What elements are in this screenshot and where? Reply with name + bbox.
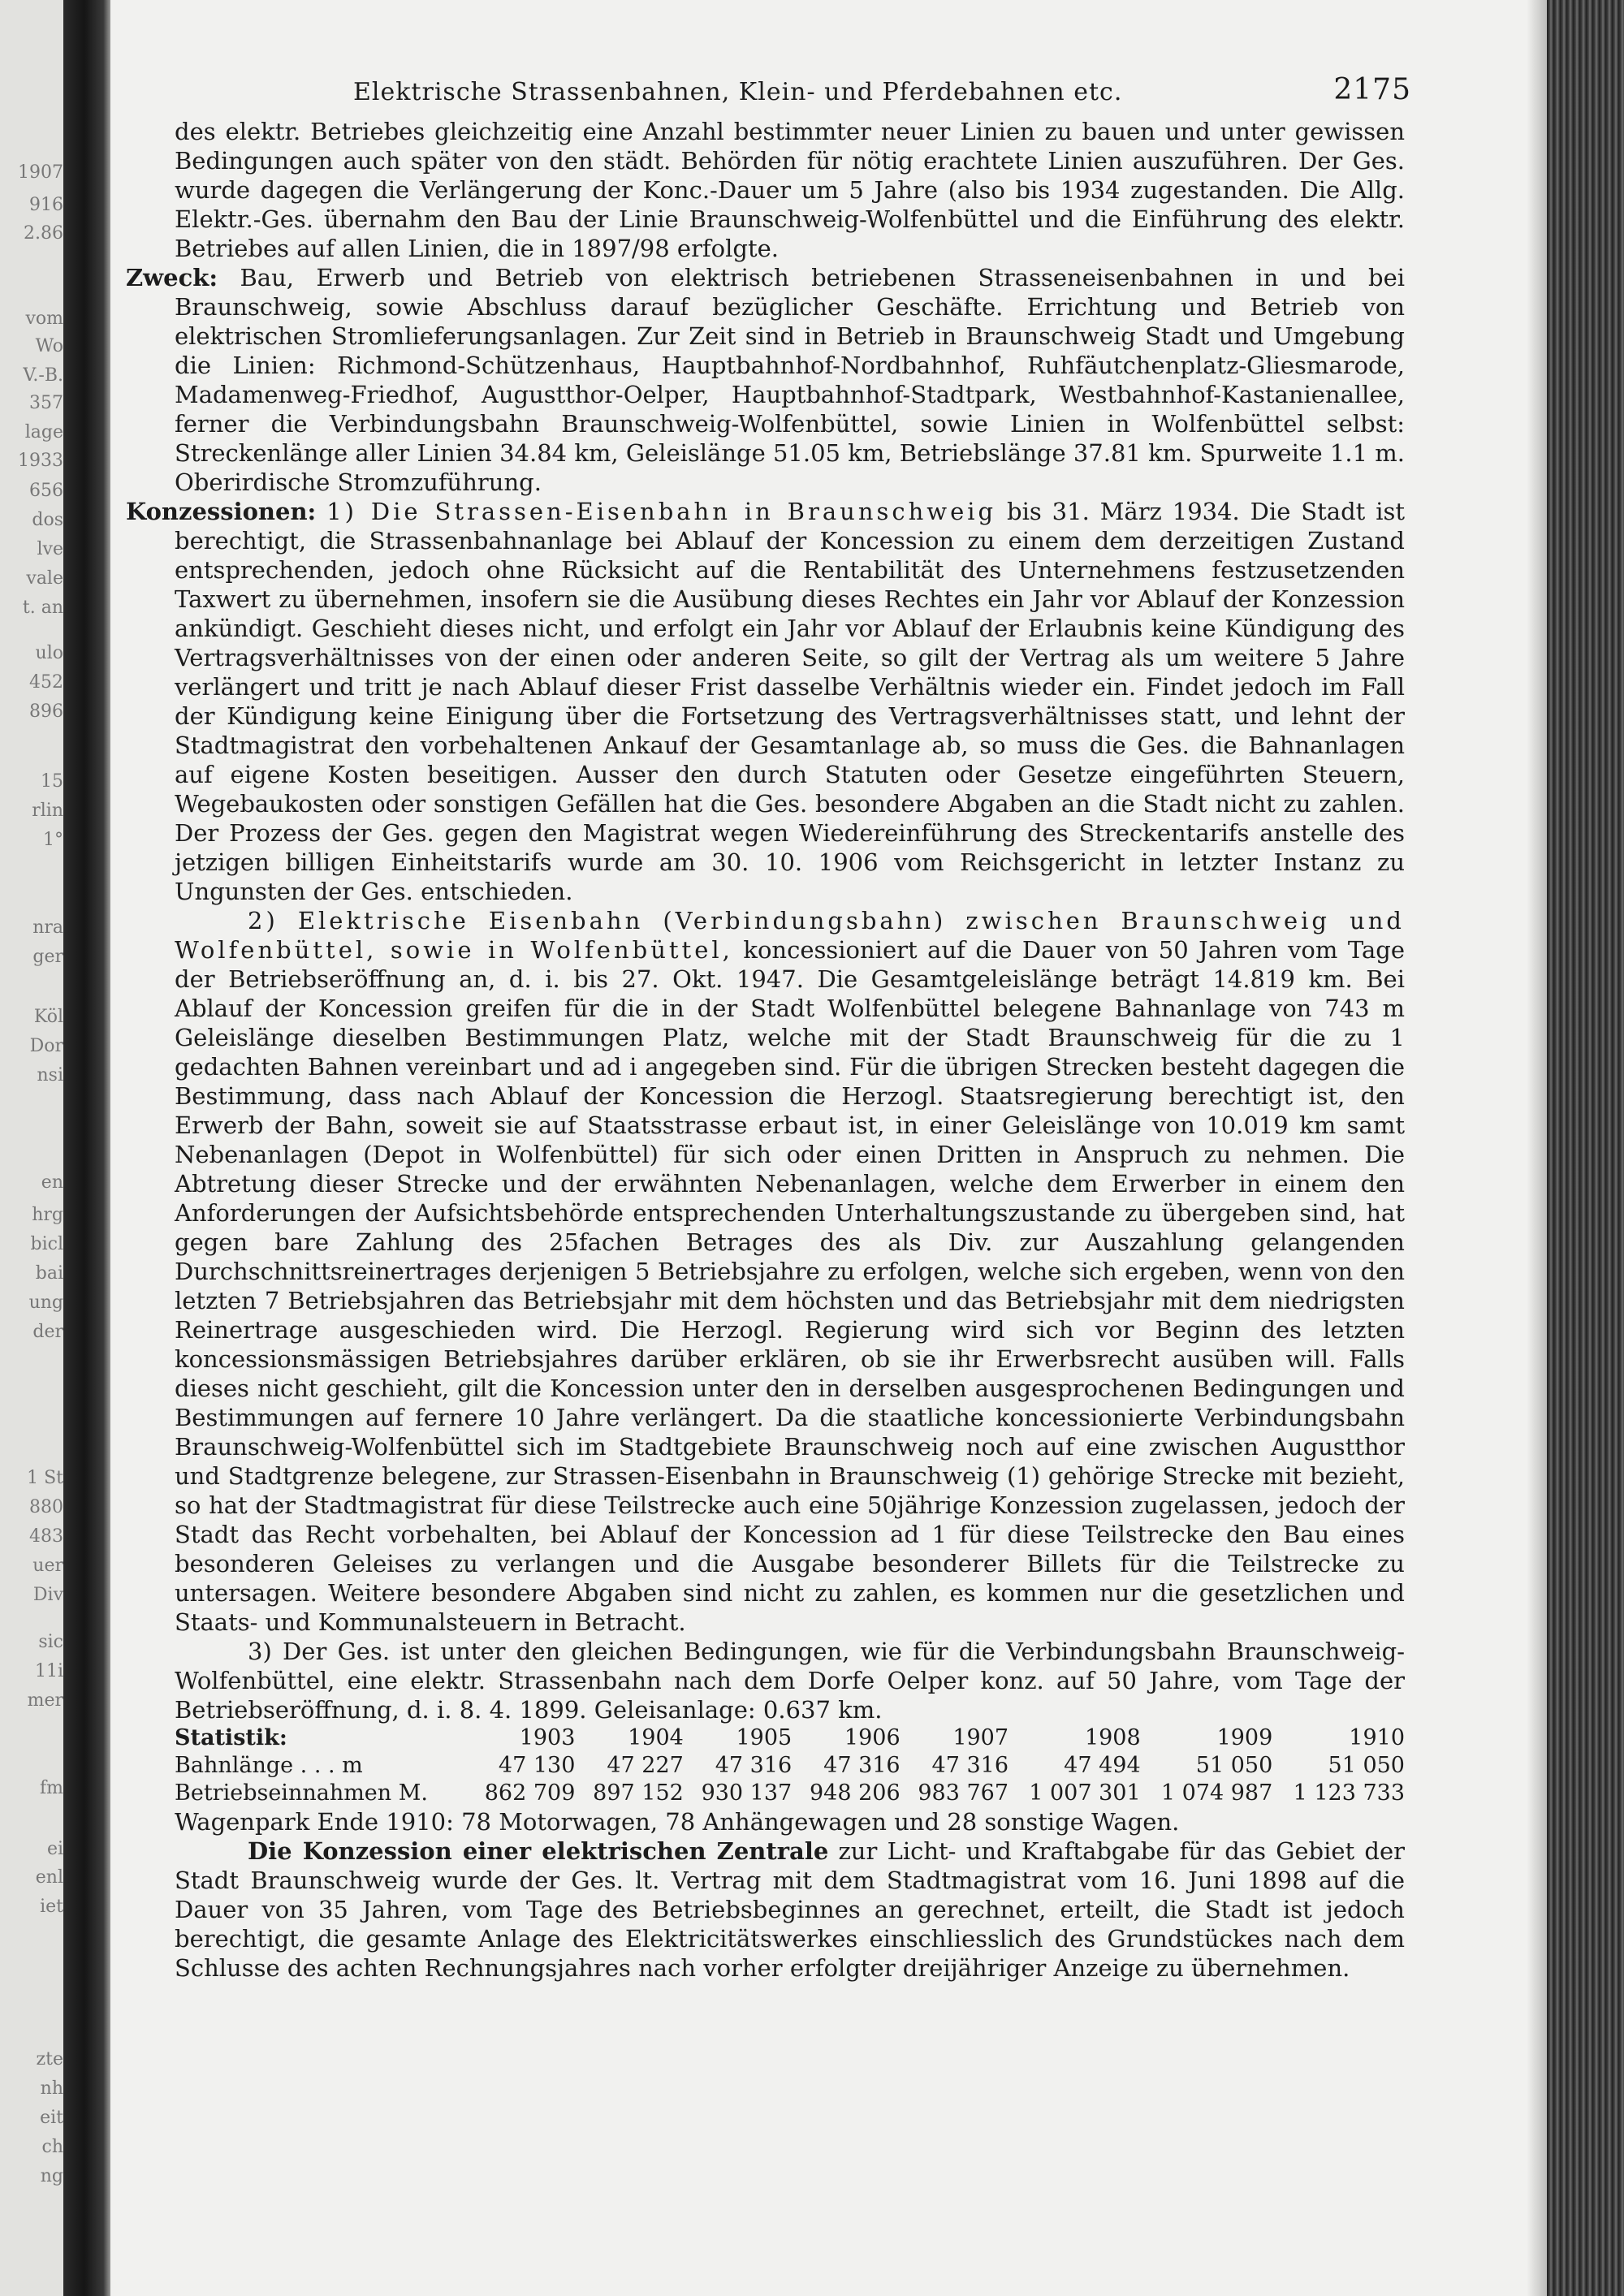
statistik-year: 1908 [1084, 1725, 1141, 1750]
statistik-cell: 47 227 [607, 1753, 684, 1778]
wagenpark-line: Wagenpark Ende 1910: 78 Motorwagen, 78 Anhängewagen und 28 sonstige Wagen. [175, 1808, 1180, 1836]
adjacent-page-fragment: uer [32, 1556, 63, 1576]
zentrale-text: zur Licht- und Kraftabgabe für das Gebiet der Stadt Braunschweig wurde der Ges. lt. Vertrag mit dem Stadtmagistrat vom 16. Juni 1898 auf die Dauer von 35 Jahren, vom Tage des Betriebsbeginnes an gerechnet, erteilt, die Stadt ist jedoch berechtigt, die gesamte Anlage des Elektricitätswerkes einschliesslich des Grundstückes nach dem Schlusse des achten Rechnungsjahres nach vorher erfolgter dreijähriger Anzeige zu übernehmen. [175, 1837, 1406, 1982]
statistik-cell: 51 050 [1195, 1753, 1273, 1778]
intro-paragraph: des elektr. Betriebes gleichzeitig eine Anzahl bestimmter neuer Linien zu bauen und unter gewissen Bedingungen auch später von den städt. Behörden für nötig erachtete Linien auszuführen. Der Ges. wurde dagegen die Verlängerung der Konc.-Dauer um 5 Jahre (also bis 1934 zugestanden. Die Allg. Elektr.-Ges. übernahm den Bau der Linie Braunschweig-Wolfenbüttel und die Einführung des elektr. Betriebes auf allen Linien, die in 1897/98 erfolgte. [175, 118, 1405, 262]
statistik-cell: 983 767 [918, 1780, 1009, 1806]
adjacent-page-fragment: vale [26, 568, 63, 589]
adjacent-page-fragment: Dor [29, 1036, 63, 1056]
konzession-1-paragraph [126, 497, 1406, 906]
adjacent-page-fragment: zte [36, 2049, 63, 2069]
adjacent-page-fragment: lve [37, 539, 63, 559]
adjacent-page-fragment: ulo [35, 643, 63, 663]
zweck-text: Bau, Erwerb und Betrieb von elektrisch betriebenen Strasseneisenbahnen in und bei Braunschweig, sowie Abschluss darauf bezüglicher Geschäfte. Errichtung und Betrieb von elektrischen Stromlieferungsanlagen. Zur Zeit sind in Betrieb in Braunschweig Stadt und Umgebung die Linien: Richmond-Schützenhaus, Hauptbahnhof-Nordbahnhof, Ruhfäutchenplatz-Gliesmarode, Madamenweg-Friedhof, Augustthor-Oelper, Hauptbahnhof-Stadtpark, Westbahnhof-Kastanienallee, ferner die Verbindungsbahn Braunschweig-Wolfenbüttel, sowie Linien in Wolfenbüttel selbst: Streckenlänge aller Linien 34.84 km, Geleislänge 51.05 km, Betriebslänge 37.81 km. Spurweite 1.1 m. Oberirdische Stromzuführung. [175, 264, 1406, 496]
adjacent-page-fragment: fm [39, 1778, 63, 1798]
adjacent-page-fragment: 452 [29, 672, 63, 693]
konzessionen-label: Konzessionen: [126, 498, 317, 525]
adjacent-page-fragment: Div [32, 1585, 63, 1605]
statistik-row-label: Bahnlänge . . . m [175, 1753, 363, 1778]
adjacent-page-fragment: ch [41, 2137, 63, 2157]
statistik-header-row [175, 1724, 1405, 1752]
adjacent-page-fragment: V.-B. [23, 365, 63, 386]
konzession-3-paragraph: 3) Der Ges. ist unter den gleichen Bedingungen, wie für die Verbindungsbahn Braunschweig-Wolfenbüttel, eine elektr. Strassenbahn nach dem Dorfe Oelper konz. auf 50 Jahre, vom Tage der Betriebseröffnung, d. i. 8. 4. 1899. Geleisanlage: 0.637 km. [175, 1638, 1405, 1724]
statistik-year: 1906 [844, 1725, 901, 1750]
adjacent-page-fragment: Köl [33, 1007, 63, 1027]
adjacent-page-fragment: bai [35, 1263, 63, 1284]
statistik-label: Statistik: [175, 1725, 287, 1750]
adjacent-page-fragment: mer [27, 1690, 63, 1711]
adjacent-page-fragment: vom [25, 309, 63, 329]
page-number: 2175 [1333, 73, 1411, 106]
statistik-year: 1910 [1349, 1725, 1405, 1750]
konzession-2-heading: 2) Elektrische Eisenbahn (Verbindungsbahn) zwischen Braunschweig und Wolfenbüttel, sowie in Wolfenbüttel, [175, 907, 1405, 964]
running-header [175, 71, 1411, 117]
zweck-label: Zweck: [126, 264, 218, 291]
adjacent-page-fragment: 1907 [18, 162, 63, 183]
adjacent-page-fragment: en [41, 1172, 63, 1193]
adjacent-page-fragment: bicl [30, 1234, 63, 1254]
adjacent-page-fragment: lage [24, 422, 63, 442]
konzession-1-text: bis 31. März 1934. Die Stadt ist berechtigt, die Strassenbahnanlage bei Ablauf der Koncession zu einem dem derzeitigen Zustand entsprechenden, jedoch ohne Rücksicht auf die Rentabilität des Unternehmens festzusetzenden Taxwert zu übernehmen, insofern sie die Ausübung dieses Rechtes ein Jahr vor Ablauf der Konzession ankündigt. Geschieht dieses nicht, und erfolgt ein Jahr vor Ablauf der Erlaubnis keine Kündigung des Vertragsverhältnisses von der einen oder anderen Seite, so gilt der Vertrag als um weitere 5 Jahre verlängert und tritt je nach Ablauf dieser Frist dasselbe Verhältnis wieder ein. Findet jedoch im Fall der Kündigung keine Einigung über die Fortsetzung des Vertragsverhältnisses statt, und lehnt der Stadtmagistrat den vorbehaltenen Ankauf der Gesamtanlage ab, so muss die Ges. die Bahnanlagen auf eigene Kosten beseitigen. Ausser den durch Statuten oder Gesetze eingeführten Steuern, Wegebaukosten oder sonstigen Gefällen hat die Ges. besondere Abgaben an die Stadt nicht zu zahlen. Der Prozess der Ges. gegen den Magistrat wegen Wiedereinführung des Streckentarifs anstelle des jetzigen billigen Einheitstarifs wurde am 30. 10. 1906 vom Reichsgericht in letzter Instanz zu Ungunsten der Ges. entschieden. [175, 498, 1406, 905]
statistik-year: 1904 [628, 1725, 684, 1750]
adjacent-page-fragment: 880 [29, 1497, 63, 1517]
statistik-cell: 1 074 987 [1160, 1780, 1273, 1806]
adjacent-page-fragment: t. an [22, 598, 63, 618]
statistik-year: 1909 [1216, 1725, 1273, 1750]
adjacent-page-fragment: 656 [29, 481, 63, 501]
statistik-cell: 1 123 733 [1293, 1780, 1405, 1806]
statistik-cell: 897 152 [593, 1780, 684, 1806]
adjacent-page-fragment: 1° [43, 830, 63, 850]
konzession-1-heading: 1) Die Strassen-Eisenbahn in Braunschweig [326, 498, 997, 525]
document-body [126, 117, 1406, 1983]
adjacent-page-fragment: ung [28, 1293, 63, 1313]
adjacent-page-fragment: 896 [29, 701, 63, 722]
header-title: Elektrische Strassenbahnen, Klein- und Pferdebahnen etc. [353, 78, 1123, 106]
page-edge-shadow [1527, 0, 1547, 2296]
adjacent-page-fragment: enl [35, 1867, 63, 1888]
zentrale-heading: Die Konzession einer elektrischen Zentrale [248, 1837, 829, 1865]
statistik-cell: 47 130 [498, 1753, 576, 1778]
adjacent-page-fragment: eit [40, 2108, 63, 2128]
adjacent-page-fragment: 11i [34, 1661, 63, 1681]
adjacent-page-fragment: 916 [29, 195, 63, 215]
adjacent-page-edge [0, 0, 63, 2296]
statistik-cell: 47 316 [715, 1753, 793, 1778]
statistik-row-label: Betriebseinnahmen M. [175, 1780, 428, 1806]
statistik-cell: 47 316 [823, 1753, 901, 1778]
adjacent-page-fragment: der [32, 1322, 63, 1342]
adjacent-page-fragment: 357 [29, 393, 63, 413]
statistik-cell: 862 709 [484, 1780, 576, 1806]
statistik-row [175, 1780, 1405, 1807]
adjacent-page-fragment: nra [32, 917, 63, 938]
adjacent-page-fragment: 1933 [18, 451, 63, 471]
statistik-cell: 51 050 [1328, 1753, 1405, 1778]
statistik-cell: 1 007 301 [1029, 1780, 1141, 1806]
adjacent-page-fragment: sic [38, 1632, 63, 1652]
adjacent-page-fragment: ei [46, 1839, 63, 1859]
statistik-cell: 930 137 [701, 1780, 793, 1806]
adjacent-page-fragment: 15 [41, 771, 63, 792]
adjacent-page-fragment: Wo [35, 336, 63, 356]
zentrale-paragraph [175, 1836, 1405, 1983]
statistik-year: 1907 [952, 1725, 1009, 1750]
adjacent-page-fragment: rlin [32, 801, 63, 821]
adjacent-page-fragment: iet [40, 1897, 63, 1917]
book-gutter-left [63, 0, 110, 2296]
book-gutter-right [1547, 0, 1624, 2296]
statistik-year: 1903 [519, 1725, 576, 1750]
statistik-cell: 47 494 [1064, 1753, 1141, 1778]
adjacent-page-fragment: nh [40, 2078, 63, 2099]
zweck-paragraph [126, 263, 1406, 497]
statistik-year: 1905 [736, 1725, 793, 1750]
adjacent-page-fragment: dos [32, 510, 63, 530]
adjacent-page-fragment: 483 [29, 1526, 63, 1547]
adjacent-page-fragment: 2.86 [24, 223, 63, 244]
adjacent-page-fragment: 1 St [27, 1468, 63, 1488]
adjacent-page-fragment: nsi [37, 1065, 63, 1085]
adjacent-page-fragment: hrg [32, 1205, 63, 1225]
statistik-cell: 948 206 [809, 1780, 901, 1806]
konzession-2-text: koncessioniert auf die Dauer von 50 Jahren vom Tage der Betriebseröffnung an, d. i. bis 27. Okt. 1947. Die Gesamtgeleislänge beträgt 14.819 km. Bei Ablauf der Koncession greifen für die in der Stadt Wolfenbüttel belegene Bahnanlage von 743 m Geleislänge dieselben Bestimmungen Platz, welche mit der Stadt Braunschweig für die zu 1 gedachten Bahnen vereinbart und ad i angegeben sind. Für die übrigen Strecken besteht dagegen die Bestimmung, dass nach Ablauf der Koncession die Herzogl. Staatsregierung berechtigt ist, den Erwerb der Bahn, soweit sie auf Staatsstrasse erbaut ist, in einer Geleislänge von 10.019 km samt Nebenanlagen (Depot in Wolfenbüttel) für sich oder einen Dritten in Anspruch zu nehmen. Die Abtretung dieser Strecke und der erwähnten Nebenanlagen, welche dem Erwerber in einem den Anforderungen der Aufsichtsbehörde entsprechenden Unterhaltungszustande zu übergeben sind, hat gegen bare Zahlung des 25fachen Betrages des als Div. zur Auszahlung gelangenden Durchschnittsreinertrages derjenigen 5 Betriebsjahre zu erfolgen, welche sich ergeben, wenn von den letzten 7 Betriebsjahren das Betriebsjahr mit dem höchsten und das Betriebsjahr mit dem niedrigsten Reinertrage ausgeschieden wird. Die Herzogl. Regierung wird sich vor Beginn des letzten koncessionsmässigen Betriebsjahres darüber erklären, ob sie ihr Erwerbsrecht ausüben will. Falls dieses nicht geschieht, gilt die Koncession unter den in derselben ausgesprochenen Bedingungen und Bestimmungen auf fernere 10 Jahre verlängert. Da die staatliche koncessionierte Verbindungsbahn Braunschweig-Wolfenbüttel sich im Stadtgebiete Braunschweig noch auf eine zwischen Augustthor und Stadtgrenze belegene, zur Strassen-Eisenbahn in Braunschweig (1) gehörige Strecke mit bezieht, so hat der Stadtmagistrat für diese Teilstrecke auch eine 50jährige Konzession zugelassen, jedoch der Stadt das Recht vorbehalten, bei Ablauf der Koncession ad 1 für diese Teilstrecke den Bau eines besonderen Geleises zu verlangen und die Ausgabe besonderer Billets für die Teilstrecke zu untersagen. Weitere besondere Abgaben sind nicht zu zahlen, es kommen nur die gesetzlichen und Staats- und Kommunalsteuern in Betracht. [175, 936, 1405, 1636]
adjacent-page-fragment: ger [32, 947, 63, 967]
adjacent-page-fragment: ng [40, 2166, 63, 2186]
statistik-table [175, 1724, 1405, 1807]
document-page [126, 71, 1411, 1983]
statistik-cell: 47 316 [931, 1753, 1009, 1778]
statistik-row [175, 1752, 1405, 1780]
konzession-2-paragraph [175, 906, 1405, 1637]
